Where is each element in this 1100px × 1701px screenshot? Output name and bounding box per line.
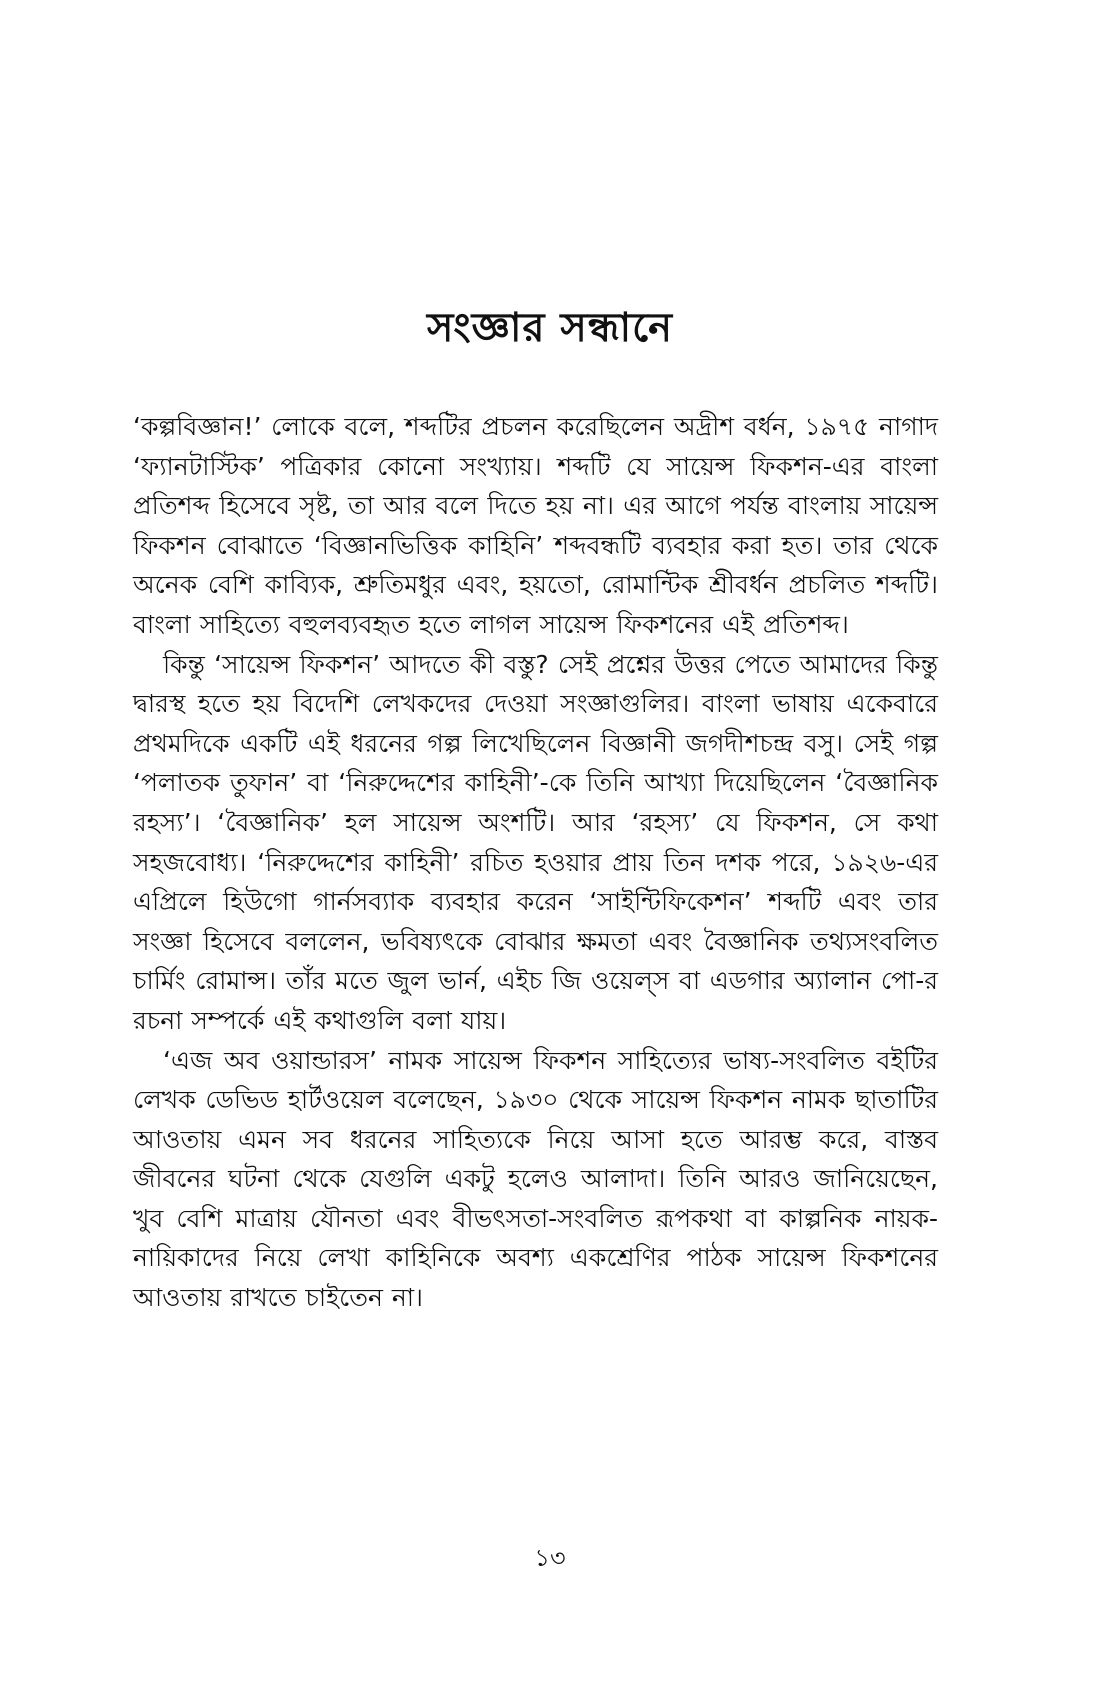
- paragraph-1: ‘কল্পবিজ্ঞান!’ লোকে বলে, শব্দটির প্রচলন করেছিলেন অদ্রীশ বর্ধন, ১৯৭৫ নাগাদ ‘ফ্যানটাস্টিক’ পত্রিকার কোনো সংখ্যায়। শব্দটি যে সায়েন্স ফিকশন-এর বাংলা প্রতিশব্দ হিসেবে সৃষ্ট, তা আর বলে দিতে হয় না। এর আগে পর্যন্ত বাংলায় সায়েন্স ফিকশন বোঝাতে ‘বিজ্ঞানভিত্তিক কাহিনি’ শব্দবন্ধটি ব্যবহার করা হত। তার থেকে অনেক বেশি কাব্যিক, শ্রুতিমধুর এবং, হয়তো, রোমান্টিক শ্রীবর্ধন প্রচলিত শব্দটি। বাংলা সাহিত্যে বহুলব্যবহৃত হতে লাগল সায়েন্স ফিকশনের এই প্রতিশব্দ।: [133, 412, 938, 639]
- paragraph-2: কিন্তু ‘সায়েন্স ফিকশন’ আদতে কী বস্তু? সেই প্রশ্নের উত্তর পেতে আমাদের কিন্তু দ্বারস্থ হতে হয় বিদেশি লেখকদের দেওয়া সংজ্ঞাগুলির। বাংলা ভাষায় একেবারে প্রথমদিকে একটি এই ধরনের গল্প লিখেছিলেন বিজ্ঞানী জগদীশচন্দ্র বসু। সেই গল্প ‘পলাতক তুফান’ বা ‘নিরুদ্দেশের কাহিনী’-কে তিনি আখ্যা দিয়েছিলেন ‘বৈজ্ঞানিক রহস্য’। ‘বৈজ্ঞানিক’ হল সায়েন্স অংশটি। আর ‘রহস্য’ যে ফিকশন, সে কথা সহজবোধ্য। ‘নিরুদ্দেশের কাহিনী’ রচিত হওয়ার প্রায় তিন দশক পরে, ১৯২৬-এর এপ্রিলে হিউগো গার্নসব্যাক ব্যবহার করেন ‘সাইন্টিফিকেশন’ শব্দটি এবং তার সংজ্ঞা হিসেবে বললেন, ভবিষ্যৎকে বোঝার ক্ষমতা এবং বৈজ্ঞানিক তথ্যসংবলিত চার্মিং রোমান্স। তাঁর মতে জুল ভার্ন, এইচ জি ওয়েল্‌স বা এডগার অ্যালান পো-র রচনা সম্পর্কে এই কথাগুলি বলা যায়।: [133, 649, 938, 1035]
- body-text: [133, 407, 938, 1318]
- page-number: ১৩: [534, 1544, 566, 1572]
- chapter-title: সংজ্ঞার সন্ধানে: [426, 305, 674, 351]
- paragraph-3: ‘এজ অব ওয়ান্ডারস’ নামক সায়েন্স ফিকশন সাহিত্যের ভাষ্য-সংবলিত বইটির লেখক ডেভিড হার্টওয়েল বলেছেন, ১৯৩০ থেকে সায়েন্স ফিকশন নামক ছাতাটির আওতায় এমন সব ধরনের সাহিত্যকে নিয়ে আসা হতে আরম্ভ করে, বাস্তব জীবনের ঘটনা থেকে যেগুলি একটু হলেও আলাদা। তিনি আরও জানিয়েছেন, খুব বেশি মাত্রায় যৌনতা এবং বীভৎসতা-সংবলিত রূপকথা বা কাল্পনিক নায়ক-নায়িকাদের নিয়ে লেখা কাহিনিকে অবশ্য একশ্রেণির পাঠক সায়েন্স ফিকশনের আওতায় রাখতে চাইতেন না।: [133, 1045, 938, 1313]
